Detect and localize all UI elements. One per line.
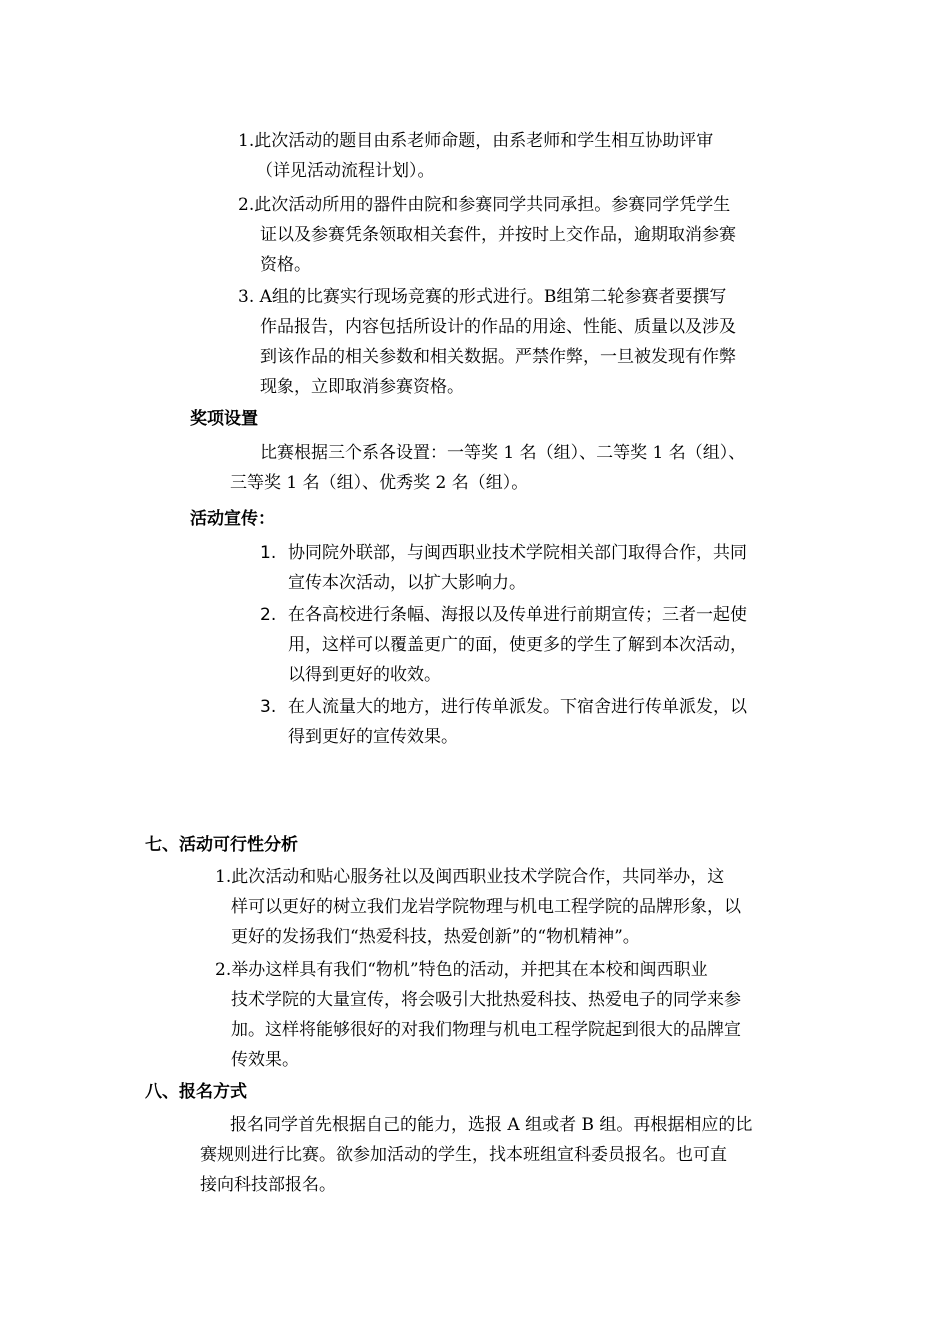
rules-item-3 [238,282,736,402]
rules-item-2 [238,190,736,280]
publicity-item-3 [260,692,747,752]
rules-item-line: 到该作品的相关参数和相关数据。严禁作弊，一旦被发现有作弊 [260,347,736,367]
feasibility-item-1 [215,862,741,952]
awards-line: 比赛根据三个系各设置：一等奖 1 名（组）、二等奖 1 名（组）、 [260,443,746,463]
rules-item-line: 此次活动的题目由系老师命题，由系老师和学生相互协助评审 [254,131,714,151]
awards-line: 三等奖 1 名（组）、优秀奖 2 名（组）。 [230,473,529,493]
feasibility-item-line: 传效果。 [231,1050,299,1070]
awards-paragraph [230,438,745,498]
publicity-item-line: 在各高校进行条幅、海报以及传单进行前期宣传；三者一起使 [288,605,747,625]
rules-item-number: 2. [238,195,255,215]
publicity-item-line: 宣传本次活动，以扩大影响力。 [288,573,526,593]
publicity-item-1 [260,538,747,598]
rules-item-line: 资格。 [260,255,311,275]
feasibility-heading: 七、活动可行性分析 [145,835,298,855]
awards-heading: 奖项设置 [190,409,258,429]
feasibility-item-line: 样可以更好的树立我们龙岩学院物理与机电工程学院的品牌形象，以 [231,897,741,917]
signup-heading: 八、报名方式 [145,1082,247,1102]
publicity-item-number: 1. [260,543,277,563]
signup-line: 接向科技部报名。 [200,1175,336,1195]
rules-item-line: 作品报告，内容包括所设计的作品的用途、性能、质量以及涉及 [260,317,736,337]
publicity-item-number: 2. [260,605,277,625]
publicity-item-line: 用，这样可以覆盖更广的面，使更多的学生了解到本次活动， [288,635,747,655]
feasibility-item-line: 此次活动和贴心服务社以及闽西职业技术学院合作，共同举办，这 [231,867,725,887]
publicity-item-line: 在人流量大的地方，进行传单派发。下宿舍进行传单派发，以 [288,697,747,717]
publicity-item-number: 3. [260,697,277,717]
feasibility-item-2 [215,955,741,1075]
rules-item-line: 现象，立即取消参赛资格。 [260,377,464,397]
publicity-item-line: 以得到更好的收效。 [288,665,441,685]
feasibility-item-line: 技术学院的大量宣传，将会吸引大批热爱科技、热爱电子的同学来参 [231,990,741,1010]
feasibility-item-line: 举办这样具有我们“物机”特色的活动，并把其在本校和闽西职业 [231,960,708,980]
rules-item-line: 证以及参赛凭条领取相关套件，并按时上交作品，逾期取消参赛 [260,225,736,245]
feasibility-item-number: 2. [215,960,232,980]
rules-item-1 [238,126,713,186]
publicity-item-line: 协同院外联部，与闽西职业技术学院相关部门取得合作，共同 [288,543,747,563]
rules-item-number: 1. [238,131,255,151]
feasibility-item-line: 更好的发扬我们“热爱科技，热爱创新”的“物机精神”。 [231,927,640,947]
signup-line: 赛规则进行比赛。欲参加活动的学生，找本班组宣科委员报名。也可直 [200,1145,727,1165]
feasibility-item-line: 加。这样将能够很好的对我们物理与机电工程学院起到很大的品牌宣 [231,1020,741,1040]
rules-item-line: 此次活动所用的器件由院和参赛同学共同承担。参赛同学凭学生 [254,195,731,215]
rules-item-line: A组的比赛实行现场竞赛的形式进行。B组第二轮参赛者要撰写 [254,287,727,307]
signup-paragraph [200,1110,752,1200]
rules-item-line: （详见活动流程计划）。 [256,161,435,181]
feasibility-item-number: 1. [215,867,232,887]
rules-item-number: 3. [238,287,255,307]
publicity-item-line: 得到更好的宣传效果。 [288,727,458,747]
publicity-item-2 [260,600,747,690]
signup-line: 报名同学首先根据自己的能力，选报 A 组或者 B 组。再根据相应的比 [230,1115,753,1135]
publicity-heading: 活动宣传： [190,509,275,529]
